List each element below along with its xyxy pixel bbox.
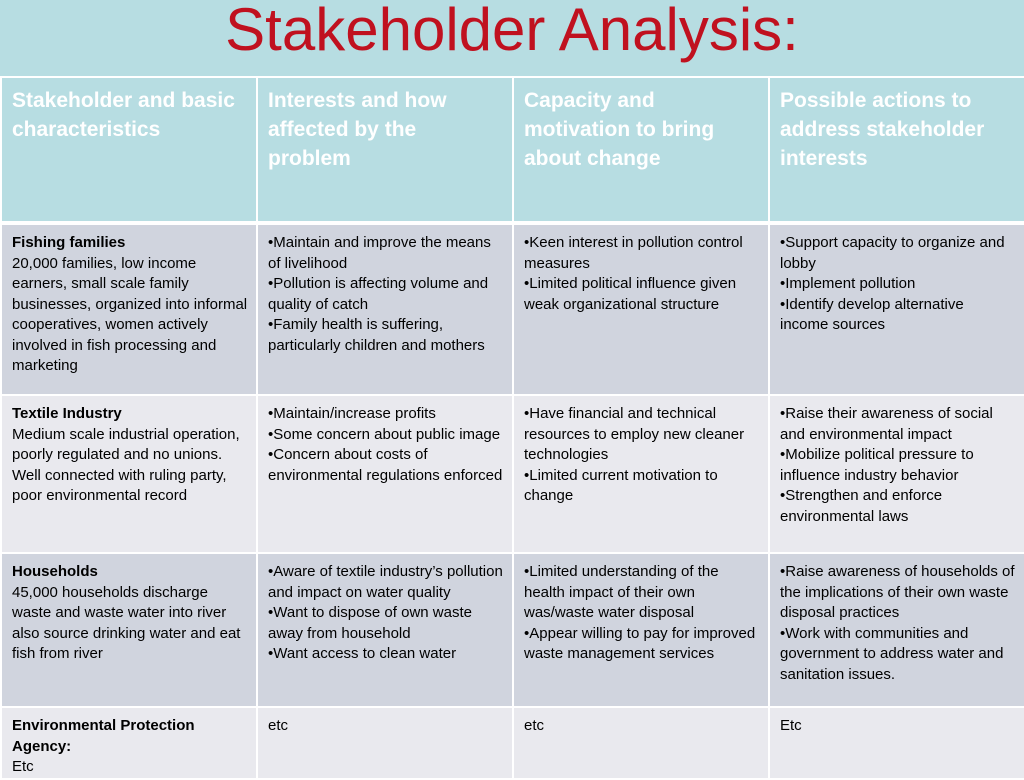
bullet-item: •Maintain and improve the means of livelihood [268,234,491,272]
bullet-item: •Work with communities and government to address water and sanitation issues. [780,624,1004,683]
stakeholder-cell [1,395,257,553]
bullet-item: •Identify develop alternative income sources [780,295,964,333]
stakeholder-name: Environmental Protection Agency: [12,717,195,755]
column-header-stakeholder: Stakeholder and basic characteristics [1,77,257,223]
bullet-item: •Implement pollution [780,275,916,292]
capacity-cell [513,223,769,395]
table-row [1,395,1024,553]
bullet-item: •Mobilize political pressure to influence industry behavior [780,446,974,484]
bullet-item: Etc [780,717,802,734]
interests-cell [257,223,513,395]
stakeholder-cell [1,223,257,395]
table-row [1,553,1024,707]
bullet-item: •Have financial and technical resources to employ new cleaner technologies [524,405,745,463]
actions-cell [769,553,1024,707]
bullet-item: •Limited political influence given weak organizational structure [524,275,737,313]
bullet-item: •Some concern about public image [268,425,501,443]
bullet-item: •Want access to clean water [268,645,457,662]
stakeholder-name: Households [12,563,98,580]
stakeholder-name: Fishing families [12,234,126,251]
interests-cell [257,395,513,553]
bullet-item: •Concern about costs of environmental regulations enforced [268,446,503,484]
bullet-item: •Aware of textile industry’s pollution and impact on water quality [268,563,503,601]
bullet-item: •Support capacity to organize and lobby [780,234,1005,272]
column-header-interests: Interests and how affected by the problem [257,77,513,223]
actions-cell [769,223,1024,395]
bullet-item: •Strengthen and enforce environmental laws [780,487,943,525]
stakeholder-table [0,76,1024,780]
capacity-cell [513,553,769,707]
bullet-item: •Pollution is affecting volume and quality of catch [268,275,489,313]
stakeholder-description: 20,000 families, low income earners, small scale family businesses, organized into informal cooperatives, women actively involved in fish processing and marketing [12,254,248,374]
stakeholder-description: 45,000 households discharge waste and waste water into river also source drinking water and eat fish from river [12,583,241,662]
bullet-item: •Family health is suffering, particularly children and mothers [268,316,485,354]
stakeholder-cell [1,553,257,707]
bullet-item: •Want to dispose of own waste away from household [268,604,472,642]
stakeholder-description: Medium scale industrial operation, poorly regulated and no unions. Well connected with ruling party, poor environmental record [12,425,240,504]
interests-cell [257,553,513,707]
bullet-item: •Limited current motivation to change [524,466,718,504]
bullet-item: •Maintain/increase profits [268,405,436,422]
bullet-item: etc [524,717,545,734]
bullet-item: •Raise their awareness of social and environmental impact [780,405,993,443]
stakeholder-name: Textile Industry [12,405,122,422]
bullet-item: •Limited understanding of the health impact of their own was/waste water disposal [524,563,719,621]
page-title: Stakeholder Analysis: [225,0,799,63]
column-header-capacity: Capacity and motivation to bring about change [513,77,769,223]
table-row [1,223,1024,395]
bullet-item: •Keen interest in pollution control measures [524,234,743,272]
stakeholder-description: Etc [12,758,34,775]
bullet-item: •Appear willing to pay for improved waste management services [524,624,756,662]
header-row [1,77,1024,223]
bullet-item: •Raise awareness of households of the implications of their own waste disposal practices [780,563,1015,621]
capacity-cell [513,395,769,553]
actions-cell [769,395,1024,553]
column-header-actions: Possible actions to address stakeholder interests [769,77,1024,223]
bullet-item: etc [268,717,289,734]
